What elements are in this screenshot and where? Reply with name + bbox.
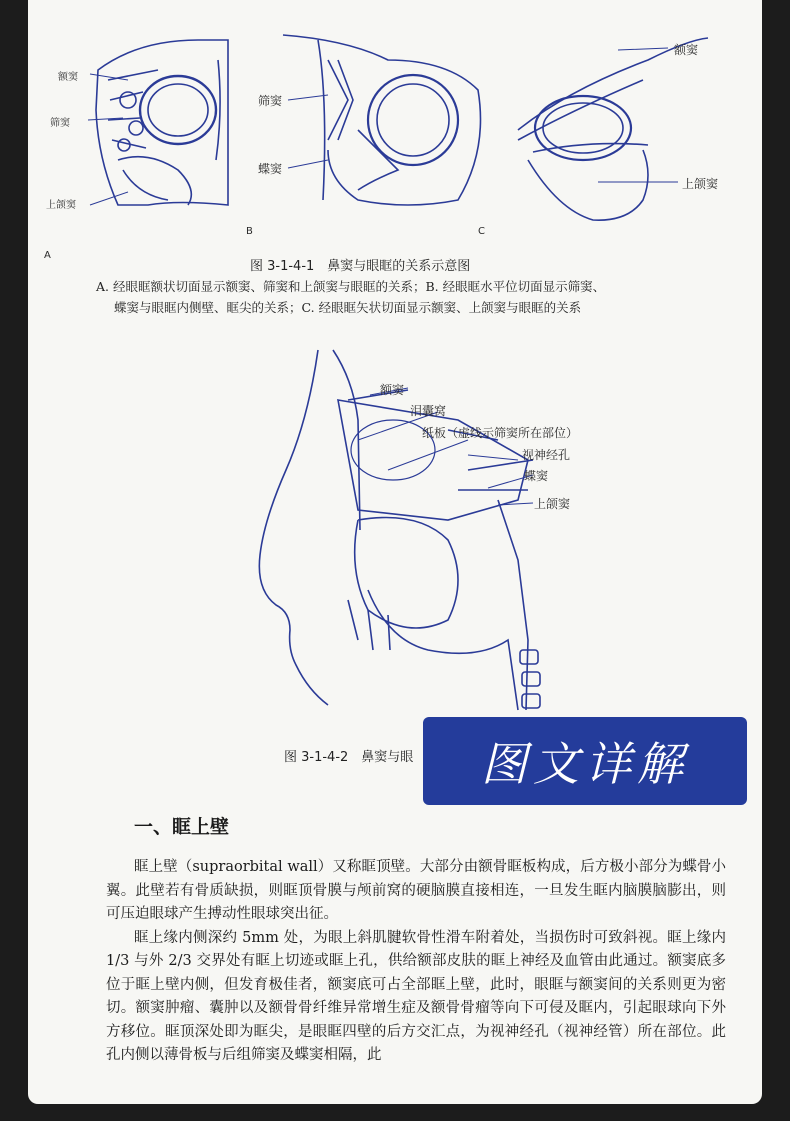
document-page — [28, 0, 762, 1104]
figure-1-caption-body — [96, 276, 696, 318]
label-lamina-papyracea: 纸板（虚线示筛窦所在部位） — [422, 426, 579, 440]
body-paragraph: 眶上缘内侧深约 5mm 处，为眼上斜肌腱软骨性滑车附着处，当损伤时可致斜视。眶上缘内 1/3 与外 2/3 交界处有眶上切迹或眶上孔，供给额部皮肤的眶上神经及血管由此通过。额窦底多位于眶上壁内侧，但发育极佳者，额窦底可占全部眶上壁，此时，眼眶与额窦间的关系则更为密切。额窦肿瘤、囊肿以及额骨骨纤维异常增生症及额骨骨瘤等向下可侵及眶内，引起眼球向下外方移位。眶顶深处即为眶尖，是眼眶四壁的后方交汇点，为视神经孔（视神经管）所在部位。此孔内侧以薄骨板与后组筛窦及蝶窦相隔，此 — [106, 929, 726, 1063]
body-paragraph: 眶上壁（supraorbital wall）又称眶顶壁。大部分由额骨眶板构成，后方极小部分为蝶骨小翼。此壁若有骨质缺损，则眶顶骨膜与颅前窝的硬脑膜直接相连，一旦发生眶内脑膜脑膨出，则可压迫眼球产生搏动性眼球突出征。 — [106, 859, 726, 922]
label-b-ethmoid-sinus: 筛窦 — [258, 94, 283, 108]
section-heading: 一、眶上壁 — [134, 816, 230, 838]
figure-b-illustration — [283, 35, 481, 205]
label-sphenoid-sinus: 蝶窦 — [524, 469, 549, 483]
figure-2-caption: 图 3-1-4-2 鼻窦与眼 — [284, 750, 414, 765]
label-lacrimal-fossa: 泪囊窝 — [410, 404, 447, 418]
label-a-maxillary-sinus: 上颌窦 — [46, 200, 76, 211]
label-optic-foramen: 视神经孔 — [522, 448, 571, 462]
caption-line: A. 经眼眶额状切面显示额窦、筛窦和上颌窦与眼眶的关系；B. 经眼眶水平位切面显示筛窦、 — [96, 279, 606, 294]
figure-c-illustration — [518, 38, 708, 220]
panel-letter-b: B — [246, 226, 253, 237]
label-maxillary-sinus: 上颌窦 — [534, 497, 571, 511]
panel-letter-a: A — [44, 250, 51, 261]
body-text — [106, 856, 726, 1068]
label-a-frontal-sinus: 额窦 — [58, 72, 78, 83]
label-c-frontal-sinus: 额窦 — [674, 43, 699, 57]
panel-letter-c: C — [478, 226, 485, 237]
caption-line: 蝶窦与眼眶内侧壁、眶尖的关系；C. 经眼眶矢状切面显示额窦、上颌窦与眼眶的关系 — [114, 300, 582, 315]
label-frontal-sinus: 额窦 — [380, 383, 405, 397]
label-c-maxillary-sinus: 上颌窦 — [682, 177, 719, 191]
figure-1-caption-title: 图 3-1-4-1 鼻窦与眼眶的关系示意图 — [250, 259, 471, 274]
figure-a-illustration — [88, 40, 228, 205]
figure-2-illustration — [259, 350, 540, 710]
illustrated-explanation-banner: 图文详解 — [423, 717, 747, 805]
label-a-ethmoid-sinus: 筛窦 — [50, 118, 70, 129]
label-b-sphenoid-sinus: 蝶窦 — [258, 162, 283, 176]
